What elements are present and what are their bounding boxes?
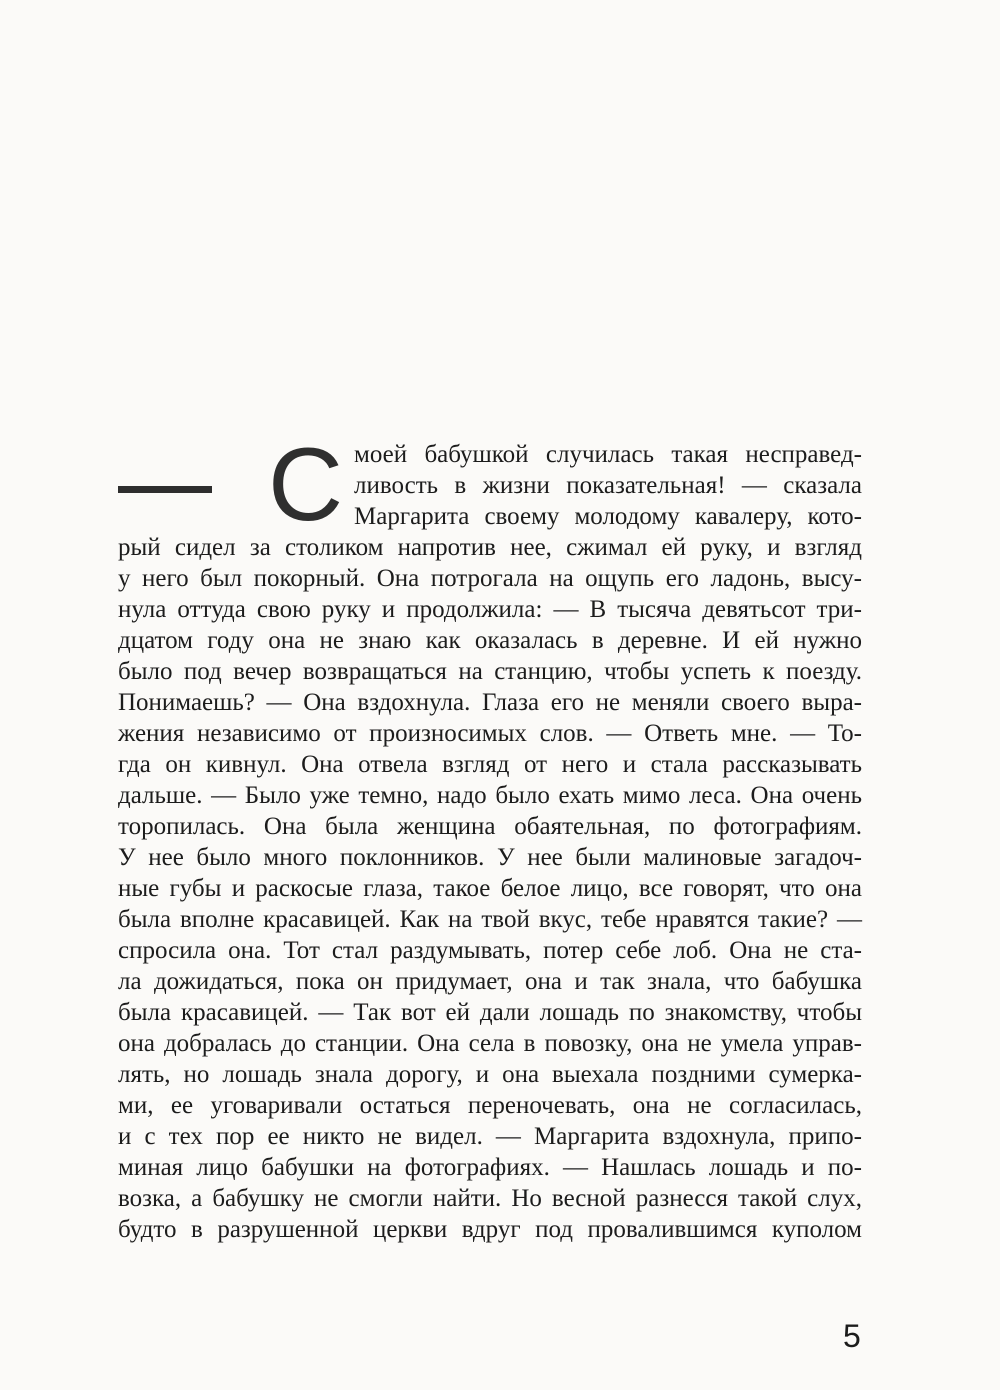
text-line: У нее было много поклонников. У нее были малиновые загадоч- <box>118 844 862 871</box>
text-line: ла дожидаться, пока он придумает, она и так знала, что бабушка <box>118 968 862 995</box>
text-line: она добралась до станции. Она села в повозку, она не умела управ- <box>118 1030 862 1057</box>
text-line: возка, а бабушку не смогли найти. Но весной разнесся такой слух, <box>118 1185 862 1212</box>
text-line: ми, ее уговаривали остаться переночевать, она не согласилась, <box>118 1092 862 1119</box>
text-line: было под вечер возвращаться на станцию, чтобы успеть к поезду. <box>118 658 862 685</box>
text-line: миная лицо бабушки на фотографиях. — Нашлась лошадь и по- <box>118 1154 862 1181</box>
text-line: Маргарита своему молодому кавалеру, кото- <box>354 503 862 530</box>
text-line: дцатом году она не знаю как оказалась в деревне. И ей нужно <box>118 627 862 654</box>
text-line: моей бабушкой случилась такая несправед- <box>354 441 862 468</box>
text-line: жения независимо от произносимых слов. — Ответь мне. — То- <box>118 720 862 747</box>
text-line: лять, но лошадь знала дорогу, и она выехала поздними сумерка- <box>118 1061 862 1088</box>
text-line: ливость в жизни показательная! — сказала <box>354 472 862 499</box>
text-line: спросила она. Тот стал раздумывать, потер себе лоб. Она не ста- <box>118 937 862 964</box>
text-line: торопилась. Она была женщина обаятельная, по фотографиям. <box>118 813 862 840</box>
opening-dash <box>118 486 212 493</box>
text-line: будто в разрушенной церкви вдруг под провалившимся куполом <box>118 1216 862 1243</box>
text-line: Понимаешь? — Она вздохнула. Глаза его не меняли своего выра- <box>118 689 862 716</box>
page-number: 5 <box>843 1318 861 1354</box>
text-line: дальше. — Было уже темно, надо было ехать мимо леса. Она очень <box>118 782 862 809</box>
text-line: гда он кивнул. Она отвела взгляд от него и стала рассказывать <box>118 751 862 778</box>
text-line: рый сидел за столиком напротив нее, сжимал ей руку, и взгляд <box>118 534 862 561</box>
text-line: и с тех пор ее никто не видел. — Маргарита вздохнула, припо- <box>118 1123 862 1150</box>
drop-cap-letter: С <box>268 427 344 543</box>
text-line: ные губы и раскосые глаза, такое белое лицо, все говорят, что она <box>118 875 862 902</box>
text-line: была вполне красавицей. Как на твой вкус, тебе нравятся такие? — <box>118 906 862 933</box>
text-line: у него был покорный. Она потрогала на ощупь его ладонь, высу- <box>118 565 862 592</box>
text-line: нула оттуда свою руку и продолжила: — В тысяча девятьсот три- <box>118 596 862 623</box>
text-line: была красавицей. — Так вот ей дали лошадь по знакомству, чтобы <box>118 999 862 1026</box>
